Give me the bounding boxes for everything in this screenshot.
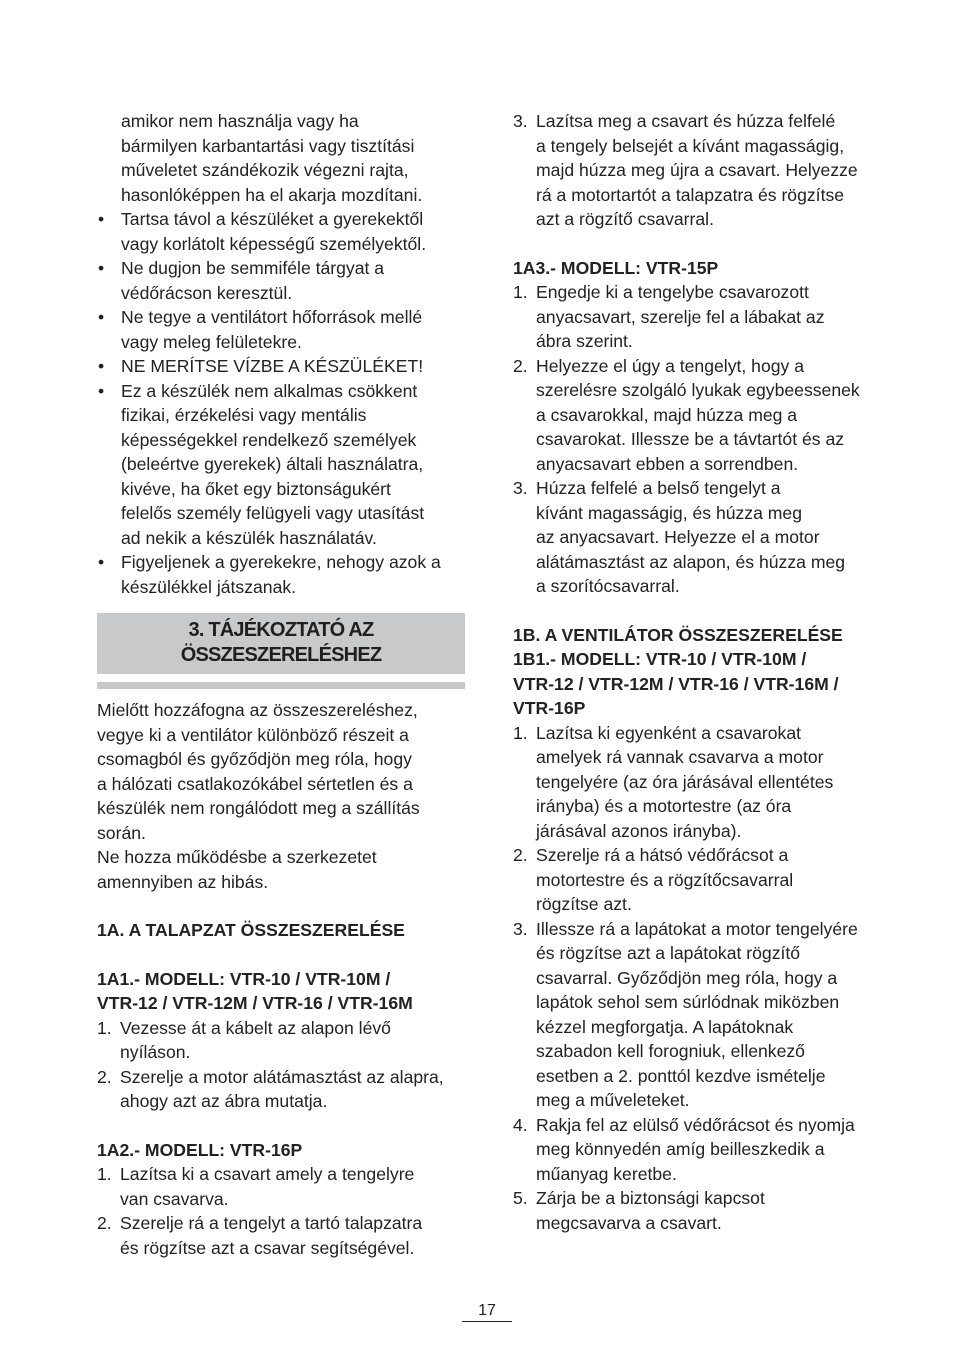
bullet-item: • Tartsa távol a készüléket a gyerekektől vagy korlátolt képességű személyektől. (97, 207, 465, 256)
list-item: 1. Vezesse át a kábelt az alapon lévő nyíláson. (97, 1017, 391, 1062)
page-number: 17 (462, 1302, 512, 1322)
heading-1a: 1A. A TALAPZAT ÖSSZESZERELÉSE (97, 920, 405, 940)
list-item: 2. Szerelje rá a hátsó védőrácsot a motortestre és a rögzítőcsavarral rögzítse azt. (513, 845, 794, 914)
text-line: műveletet szándékozik végezni rajta, (121, 160, 409, 180)
section-heading: 3. TÁJÉKOZTATÓ AZ ÖSSZESZERELÉSHEZ (97, 613, 465, 674)
list-item: 2. Helyezze el úgy a tengelyt, hogy a szerelésre szolgáló lyukak egybeessenek a csavarokkal, majd húzza meg a csavarokat. Illessze be a távtartót és az anyacsavart ebben a sorrendben. (513, 355, 860, 474)
bullet-item: • NE MERÍTSE VÍZBE A KÉSZÜLÉKET! (97, 354, 465, 379)
left-column (97, 109, 465, 1260)
continued-paragraph (97, 109, 465, 207)
list-item: 1. Lazítsa ki a csavart amely a tengelyre van csavarva. (97, 1164, 415, 1209)
list-item: 2. Szerelje a motor alátámasztást az alapra, ahogy azt az ábra mutatja. (97, 1066, 444, 1111)
heading-1a3: 1A3.- MODELL: VTR-15P (513, 257, 719, 278)
list-item: 3. Húzza felfelé a belső tengelyt a kívánt magasságig, és húzza meg az anyacsavart. Helyezze el a motor alátámasztást az alapon, és húzza meg a szorítócsavarral. (513, 478, 846, 596)
list-item: 3. Illessze rá a lapátokat a motor tengelyére és rögzítse azt a lapátokat rögzítő csavarral. Győződjön meg róla, hogy a lapátok sehol sem súrlódnak miközben kézzel megforgatja. A lapátoknak szabadon kell forogniuk, ellenkező esetben a 2. ponttól kezdve ismételje meg a műveleteket. (513, 918, 858, 1110)
text-line: amikor nem használja vagy ha (121, 111, 359, 131)
list-item: 3. Lazítsa meg a csavart és húzza felfelé a tengely belsejét a kívánt magasságig, majd húzza meg újra a csavart. Helyezze rá a motortartót a talapzatra és rögzítse azt a rögzítő csavarral. (513, 111, 858, 229)
bullet-item: • Ne tegye a ventilátort hőforrások mellé vagy meleg felületekre. (97, 305, 465, 354)
bullet-item: • Figyeljenek a gyerekekre, nehogy azok a készülékkel játszanak. (97, 550, 465, 599)
intro-paragraph: Mielőtt hozzáfogna az összeszereléshez, vegye ki a ventilátor különböző részeit a csomagból és győződjön meg róla, hogy a hálózati csatlakozókábel sértetlen és a készülék nem rongálódott meg a szállítás során. Ne hozza működésbe a szerkezetet amennyiben az hibás. (97, 700, 420, 892)
right-column (513, 109, 883, 1235)
list-item: 5. Zárja be a biztonsági kapcsot megcsavarva a csavart. (513, 1188, 765, 1233)
list-item: 2. Szerelje rá a tengelyt a tartó talapzatra és rögzítse azt a csavar segítségével. (97, 1213, 423, 1258)
list-item: 1. Lazítsa ki egyenként a csavarokat amelyek rá vannak csavarva a motor tengelyére (az óra járásával ellentétes irányba) és a motortestre (az óra járásával azonos irányba). (513, 722, 834, 841)
bullet-item: • Ez a készülék nem alkalmas csökkent fizikai, érzékelési vagy mentális képességekkel rendelkező személyek (beleértve gyerekek) általi használatra, kivéve, ha őket egy biztonságukért felelős személy felügyeli vagy utasítást ad nekik a készülék használatáv. (97, 379, 465, 551)
list-item: 1. Engedje ki a tengelybe csavarozott anyacsavart, szerelje fel a lábakat az ábra szerint. (513, 282, 825, 351)
list-item: 4. Rakja fel az elülső védőrácsot és nyomja meg könnyedén amíg beilleszkedik a műanyag keretbe. (513, 1114, 855, 1184)
bullet-item: • Ne dugjon be semmiféle tárgyat a védőrácson keresztül. (97, 256, 465, 305)
heading-1b: 1B. A VENTILÁTOR ÖSSZESZERELÉSE 1B1.- MODELL: VTR-10 / VTR-10M / VTR-12 / VTR-12M / VTR-16 / VTR-16M / VTR-16P (513, 624, 843, 718)
text-line: hasonlóképpen ha el akarja mozdítani. (121, 184, 423, 205)
heading-1a1: 1A1.- MODELL: VTR-10 / VTR-10M / VTR-12 / VTR-12M / VTR-16 / VTR-16M (97, 968, 413, 1013)
section-divider (97, 682, 465, 689)
text-line: bármilyen karbantartási vagy tisztítási (121, 135, 415, 156)
heading-1a2: 1A2.- MODELL: VTR-16P (97, 1139, 303, 1160)
